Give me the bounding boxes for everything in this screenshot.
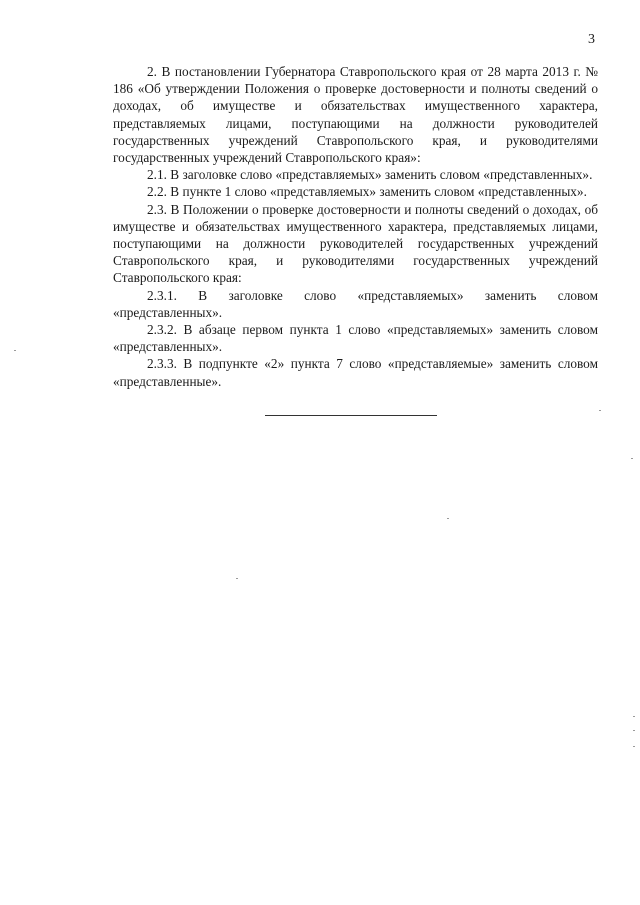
- separator-line: [265, 415, 437, 416]
- paragraph-2-3-3: 2.3.3. В подпункте «2» пункта 7 слово «представляемые» заменить словом «представленные».: [113, 356, 598, 389]
- document-body: [113, 63, 598, 390]
- paragraph-2-3-2: 2.3.2. В абзаце первом пункта 1 слово «представляемых» заменить словом «представленных».: [113, 322, 598, 355]
- scan-speck: [633, 730, 635, 731]
- scan-speck: [14, 350, 16, 351]
- scan-speck: [236, 578, 238, 579]
- paragraph-2-3-1: 2.3.1. В заголовке слово «представляемых» заменить словом «представленных».: [113, 287, 598, 320]
- paragraph-2-3: 2.3. В Положении о проверке достоверности и полноты сведений о доходах, об имуществе и обязательствах имущественного характера, представляемых лицами, поступающими на должности руководителей государственных учреждений Ставропольского края, и руководителями государственных учреждений Ставропольского края:: [113, 201, 598, 286]
- paragraph-2-2: 2.2. В пункте 1 слово «представляемых» заменить словом «представленных».: [147, 184, 587, 200]
- page-number: 3: [588, 32, 595, 47]
- scan-speck: [631, 458, 633, 459]
- scan-speck: [599, 410, 601, 411]
- scan-speck: [633, 746, 635, 747]
- scan-speck: [633, 716, 635, 717]
- paragraph-2-1: 2.1. В заголовке слово «представляемых» заменить словом «представленных».: [147, 167, 593, 183]
- scan-speck: [447, 518, 449, 519]
- paragraph-2: 2. В постановлении Губернатора Ставропольского края от 28 марта 2013 г. № 186 «Об утверждении Положения о проверке достоверности и полноты сведений о доходах, об имуществе и обязательствах имущественного характера, представляемых лицами, поступающими на должности руководителей государственных учреждений Ставропольского края, и руководителями государственных учреждений Ставропольского края»:: [113, 64, 598, 166]
